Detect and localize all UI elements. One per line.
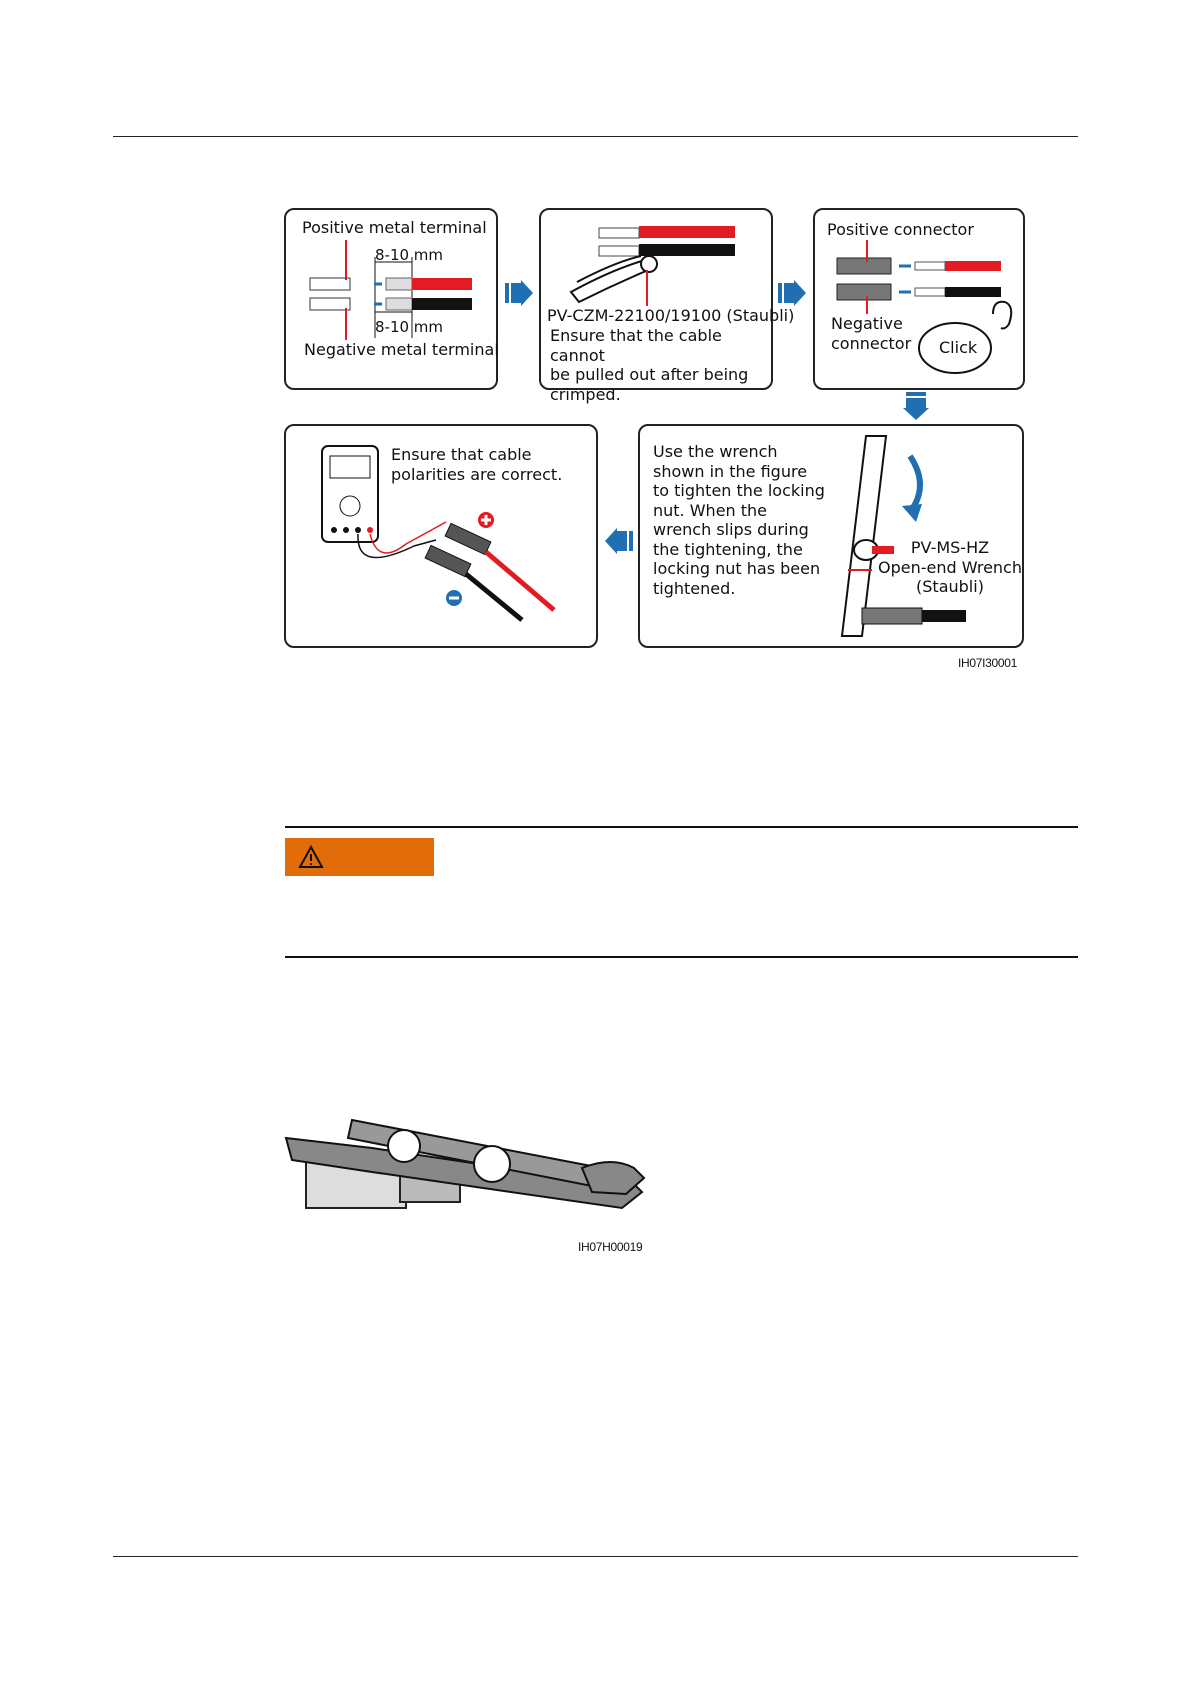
plus-icon [478, 512, 494, 528]
panel-tighten-nut [638, 424, 1024, 648]
figure-code: IH07H00019 [578, 1240, 643, 1254]
header-rule [113, 136, 1078, 137]
minus-icon [446, 590, 462, 606]
figure-code: IH07I30001 [958, 656, 1018, 670]
panel-check-polarity [284, 424, 598, 648]
strip-length-bottom: 8-10 mm [375, 318, 444, 336]
panel-strip-terminals [284, 208, 498, 390]
warning-top-rule [285, 826, 1078, 828]
wrench-illustration [640, 426, 1022, 646]
connector-insertion-illustration [815, 210, 1023, 388]
negative-metal-terminal-label: Negative metal terminal [304, 340, 499, 359]
warning-banner [285, 838, 434, 876]
down-arrow-icon [903, 392, 929, 422]
open-end-wrench-illustration [282, 1112, 657, 1234]
click-bubble-text: Click [939, 338, 978, 357]
polarity-note: Ensure that cable polarities are correct. [391, 445, 563, 484]
warning-bottom-rule [285, 956, 1078, 958]
multimeter-illustration [286, 426, 596, 646]
crimp-note: Ensure that the cable cannot be pulled out after being crimped. [550, 326, 749, 404]
panel-insert-connector [813, 208, 1025, 390]
strip-length-top: 8-10 mm [375, 246, 444, 264]
right-arrow-icon [505, 280, 535, 306]
positive-connector-label: Positive connector [827, 220, 974, 239]
crimp-tool-label: PV-CZM-22100/19100 (Staubli) [547, 306, 795, 325]
wrench-tool-label: PV-MS-HZ Open-end Wrench (Staubli) [878, 538, 1022, 596]
left-arrow-icon [605, 528, 635, 554]
tighten-instruction: Use the wrench shown in the figure to tighten the locking nut. When the wrench slips during the tightening, the locking nut has been tightened. [653, 442, 825, 598]
strip-terminals-illustration [286, 210, 496, 388]
ear-icon [993, 302, 1011, 329]
negative-connector-label: Negative connector [831, 314, 912, 353]
warning-triangle-icon [298, 845, 324, 869]
right-arrow-icon [778, 280, 808, 306]
panel-crimp [539, 208, 795, 404]
footer-rule [113, 1556, 1078, 1557]
positive-metal-terminal-label: Positive metal terminal [302, 218, 487, 237]
